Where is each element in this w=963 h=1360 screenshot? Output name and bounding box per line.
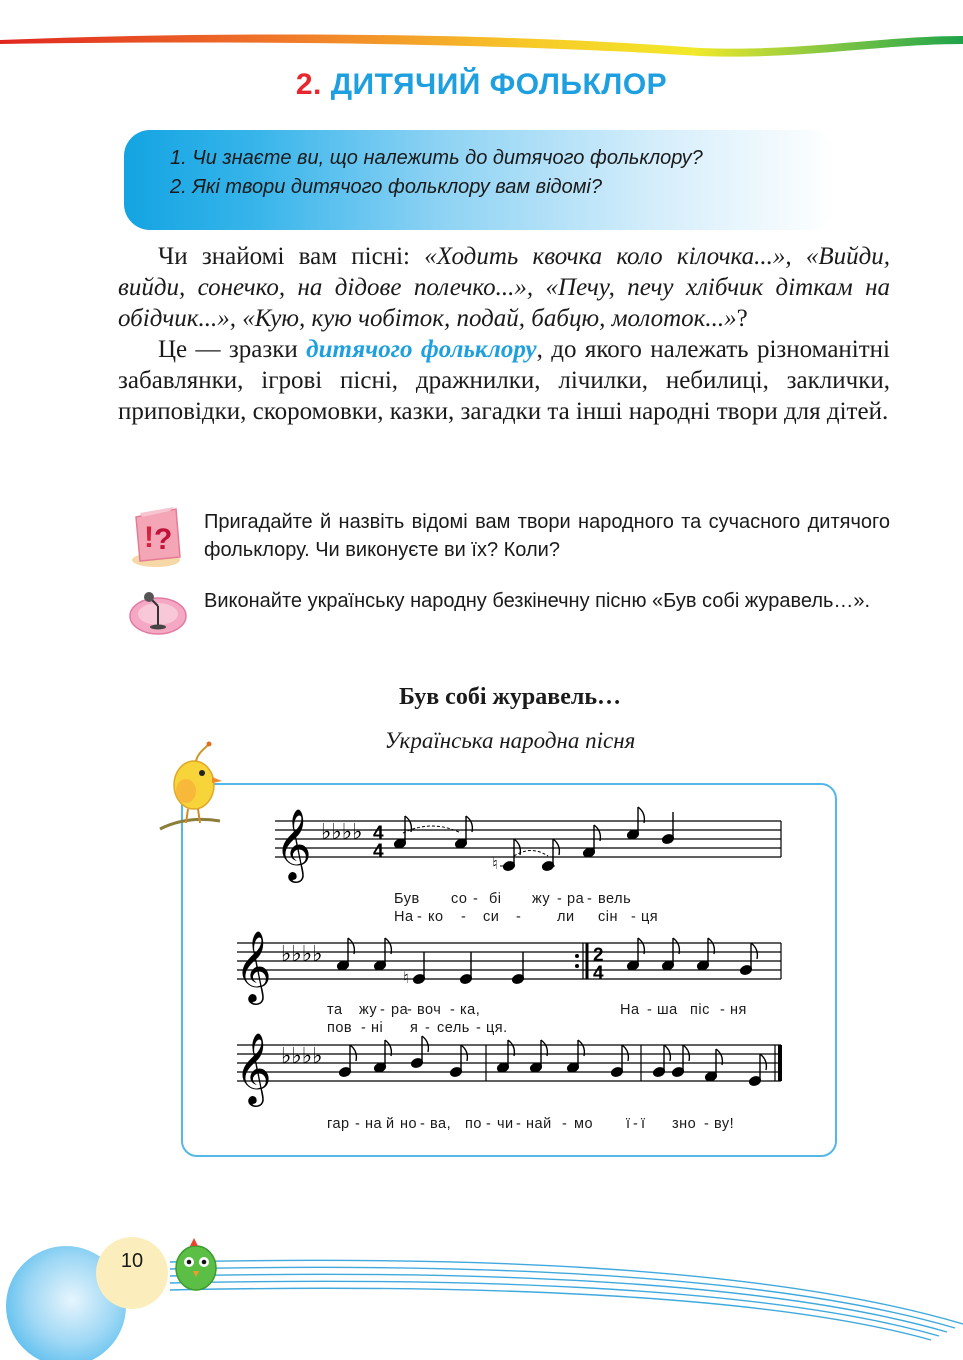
p2-start: Це — зразки xyxy=(158,336,307,363)
svg-text:-: - xyxy=(704,1116,710,1132)
key-signature-icon: ♭♭♭♭ xyxy=(281,942,323,967)
sheet-music xyxy=(181,783,837,1157)
svg-text:пов: пов xyxy=(327,1020,353,1036)
paragraph-1 xyxy=(118,241,890,334)
title-text: ДИТЯЧИЙ ФОЛЬКЛОР xyxy=(330,68,668,101)
svg-text:?: ? xyxy=(154,523,173,556)
svg-text:-: - xyxy=(420,1116,426,1132)
svg-text:-: - xyxy=(473,891,479,907)
svg-text:жу: жу xyxy=(359,1002,378,1018)
svg-text:й: й xyxy=(386,1116,395,1132)
slur-2 xyxy=(514,851,548,857)
svg-text:сель: сель xyxy=(437,1020,470,1036)
lyrics-staff-2-verse-2 xyxy=(327,1020,508,1036)
svg-text:♮: ♮ xyxy=(492,854,498,873)
lyrics-staff-1-verse-1 xyxy=(394,891,631,907)
key-signature-icon: ♭♭♭♭ xyxy=(321,820,363,845)
staff-3-notes xyxy=(338,1036,766,1087)
task-1-text: Пригадайте й назвіть відомі вам твори народного та сучасного дитячого фольклору. Чи виконуєте ви їх? Коли? xyxy=(204,511,890,561)
svg-text:по: по xyxy=(465,1116,482,1132)
svg-text:-: - xyxy=(476,1020,482,1036)
svg-text:бі: бі xyxy=(489,891,502,907)
svg-text:піс: піс xyxy=(690,1002,710,1018)
svg-text:ра: ра xyxy=(567,891,585,907)
svg-text:-: - xyxy=(647,1002,653,1018)
repeat-dot-top xyxy=(575,954,579,958)
svg-text:-: - xyxy=(557,891,563,907)
page-number-badge xyxy=(96,1237,168,1309)
lyrics-staff-2-verse-1 xyxy=(327,1002,747,1018)
repeat-dot-bottom xyxy=(575,964,579,968)
svg-text:ли: ли xyxy=(557,909,575,925)
svg-text:-: - xyxy=(425,1020,431,1036)
svg-text:-: - xyxy=(361,1020,367,1036)
svg-text:На: На xyxy=(620,1002,640,1018)
svg-text:сін: сін xyxy=(598,909,618,925)
svg-text:ця: ця xyxy=(641,909,659,925)
svg-text:воч: воч xyxy=(417,1002,442,1018)
question-1: 1. Чи знаєте ви, що належить до дитячого фольклору? xyxy=(170,147,703,169)
p2-rest: , до якого належать різноманітні забавлянки, ігрові пісні, дражнилки, лічилки, небилиці, заклички, приповідки, скоромовки, казки, загадки та інші народні твори для дітей. xyxy=(118,336,890,425)
svg-text:со: со xyxy=(451,891,468,907)
svg-text:-: - xyxy=(516,1116,522,1132)
treble-clef-icon: 𝄞 xyxy=(235,929,272,1002)
staff-1-notes xyxy=(393,807,674,873)
microphone-icon xyxy=(128,586,190,638)
svg-text:ї: ї xyxy=(626,1116,631,1132)
svg-text:та: та xyxy=(327,1002,343,1018)
page-number: 10 xyxy=(120,1250,144,1272)
body-text xyxy=(118,241,890,427)
task-2-text: Виконайте українську народну безкінечну пісню «Був собі журавель…». xyxy=(204,590,871,612)
svg-text:я: я xyxy=(410,1020,419,1036)
svg-text:-: - xyxy=(516,909,522,925)
svg-text:мо: мо xyxy=(574,1116,594,1132)
time-sig-1-bottom: 4 xyxy=(373,841,384,862)
svg-text:ра: ра xyxy=(391,1002,409,1018)
svg-text:-: - xyxy=(562,1116,568,1132)
lyrics-staff-1-verse-2 xyxy=(394,909,658,925)
svg-text:-: - xyxy=(450,1002,456,1018)
svg-text:ня: ня xyxy=(730,1002,747,1018)
svg-text:ка,: ка, xyxy=(460,1002,481,1018)
staff-2-notes xyxy=(336,938,757,987)
p1-intro: Чи знайомі вам пісні: xyxy=(158,243,425,270)
svg-text:-: - xyxy=(355,1116,361,1132)
paragraph-2 xyxy=(118,334,890,427)
highlight-term: дитячого фольклору xyxy=(306,336,537,363)
title-number: 2. xyxy=(295,68,322,101)
time-sig-1-top: 4 xyxy=(373,823,384,844)
svg-text:вель: вель xyxy=(598,891,632,907)
svg-text:ні: ні xyxy=(371,1020,384,1036)
svg-text:-: - xyxy=(407,1002,413,1018)
svg-text:най: най xyxy=(526,1116,552,1132)
key-signature-icon: ♭♭♭♭ xyxy=(281,1044,323,1069)
p1-song-list: «Ходить квочка коло кілочка...», «Вийди, вийди, сонечко, на дідове полечко...», «Печу, печу хлібчик діткам на обідчик...», «Кую, кую чобіток, подай, бабцю, молоток...» xyxy=(118,243,891,332)
svg-text:-: - xyxy=(461,909,467,925)
svg-text:на: на xyxy=(365,1116,383,1132)
song-title: Був собі журавель… xyxy=(398,684,622,710)
svg-text:Був: Був xyxy=(394,891,420,907)
page-title xyxy=(0,68,963,102)
lyrics-staff-3 xyxy=(327,1116,734,1132)
svg-text:!: ! xyxy=(144,521,154,554)
question-2: 2. Які твори дитячого фольклору вам відомі? xyxy=(170,176,602,198)
top-rainbow-stripe xyxy=(0,0,963,60)
song-subtitle: Українська народна пісня xyxy=(384,728,636,753)
svg-text:ї: ї xyxy=(641,1116,646,1132)
question-exclamation-icon xyxy=(126,503,188,569)
time-sig-2-bottom: 4 xyxy=(593,963,604,984)
p1-end: ? xyxy=(736,305,748,332)
svg-text:-: - xyxy=(631,909,637,925)
svg-text:ва,: ва, xyxy=(430,1116,452,1132)
questions-box xyxy=(124,130,836,230)
svg-text:ця.: ця. xyxy=(486,1020,508,1036)
svg-text:-: - xyxy=(720,1002,726,1018)
svg-text:ву!: ву! xyxy=(714,1116,735,1132)
svg-text:чи: чи xyxy=(497,1116,514,1132)
treble-clef-icon: 𝄞 xyxy=(275,807,312,880)
svg-text:-: - xyxy=(417,909,423,925)
svg-text:жу: жу xyxy=(532,891,551,907)
svg-text:-: - xyxy=(587,891,593,907)
svg-text:зно: зно xyxy=(672,1116,697,1132)
svg-text:ша: ша xyxy=(657,1002,678,1018)
svg-text:-: - xyxy=(486,1116,492,1132)
svg-text:На: На xyxy=(394,909,414,925)
svg-text:♮: ♮ xyxy=(403,968,409,987)
svg-text:ко: ко xyxy=(428,909,444,925)
svg-text:-: - xyxy=(633,1116,639,1132)
svg-text:но: но xyxy=(400,1116,418,1132)
svg-text:-: - xyxy=(380,1002,386,1018)
green-bird-icon xyxy=(176,1238,216,1290)
svg-text:си: си xyxy=(483,909,500,925)
footer-staff-lines xyxy=(170,1260,963,1340)
time-sig-2-top: 2 xyxy=(593,945,604,966)
treble-clef-icon: 𝄞 xyxy=(235,1031,272,1104)
svg-text:гар: гар xyxy=(327,1116,350,1132)
